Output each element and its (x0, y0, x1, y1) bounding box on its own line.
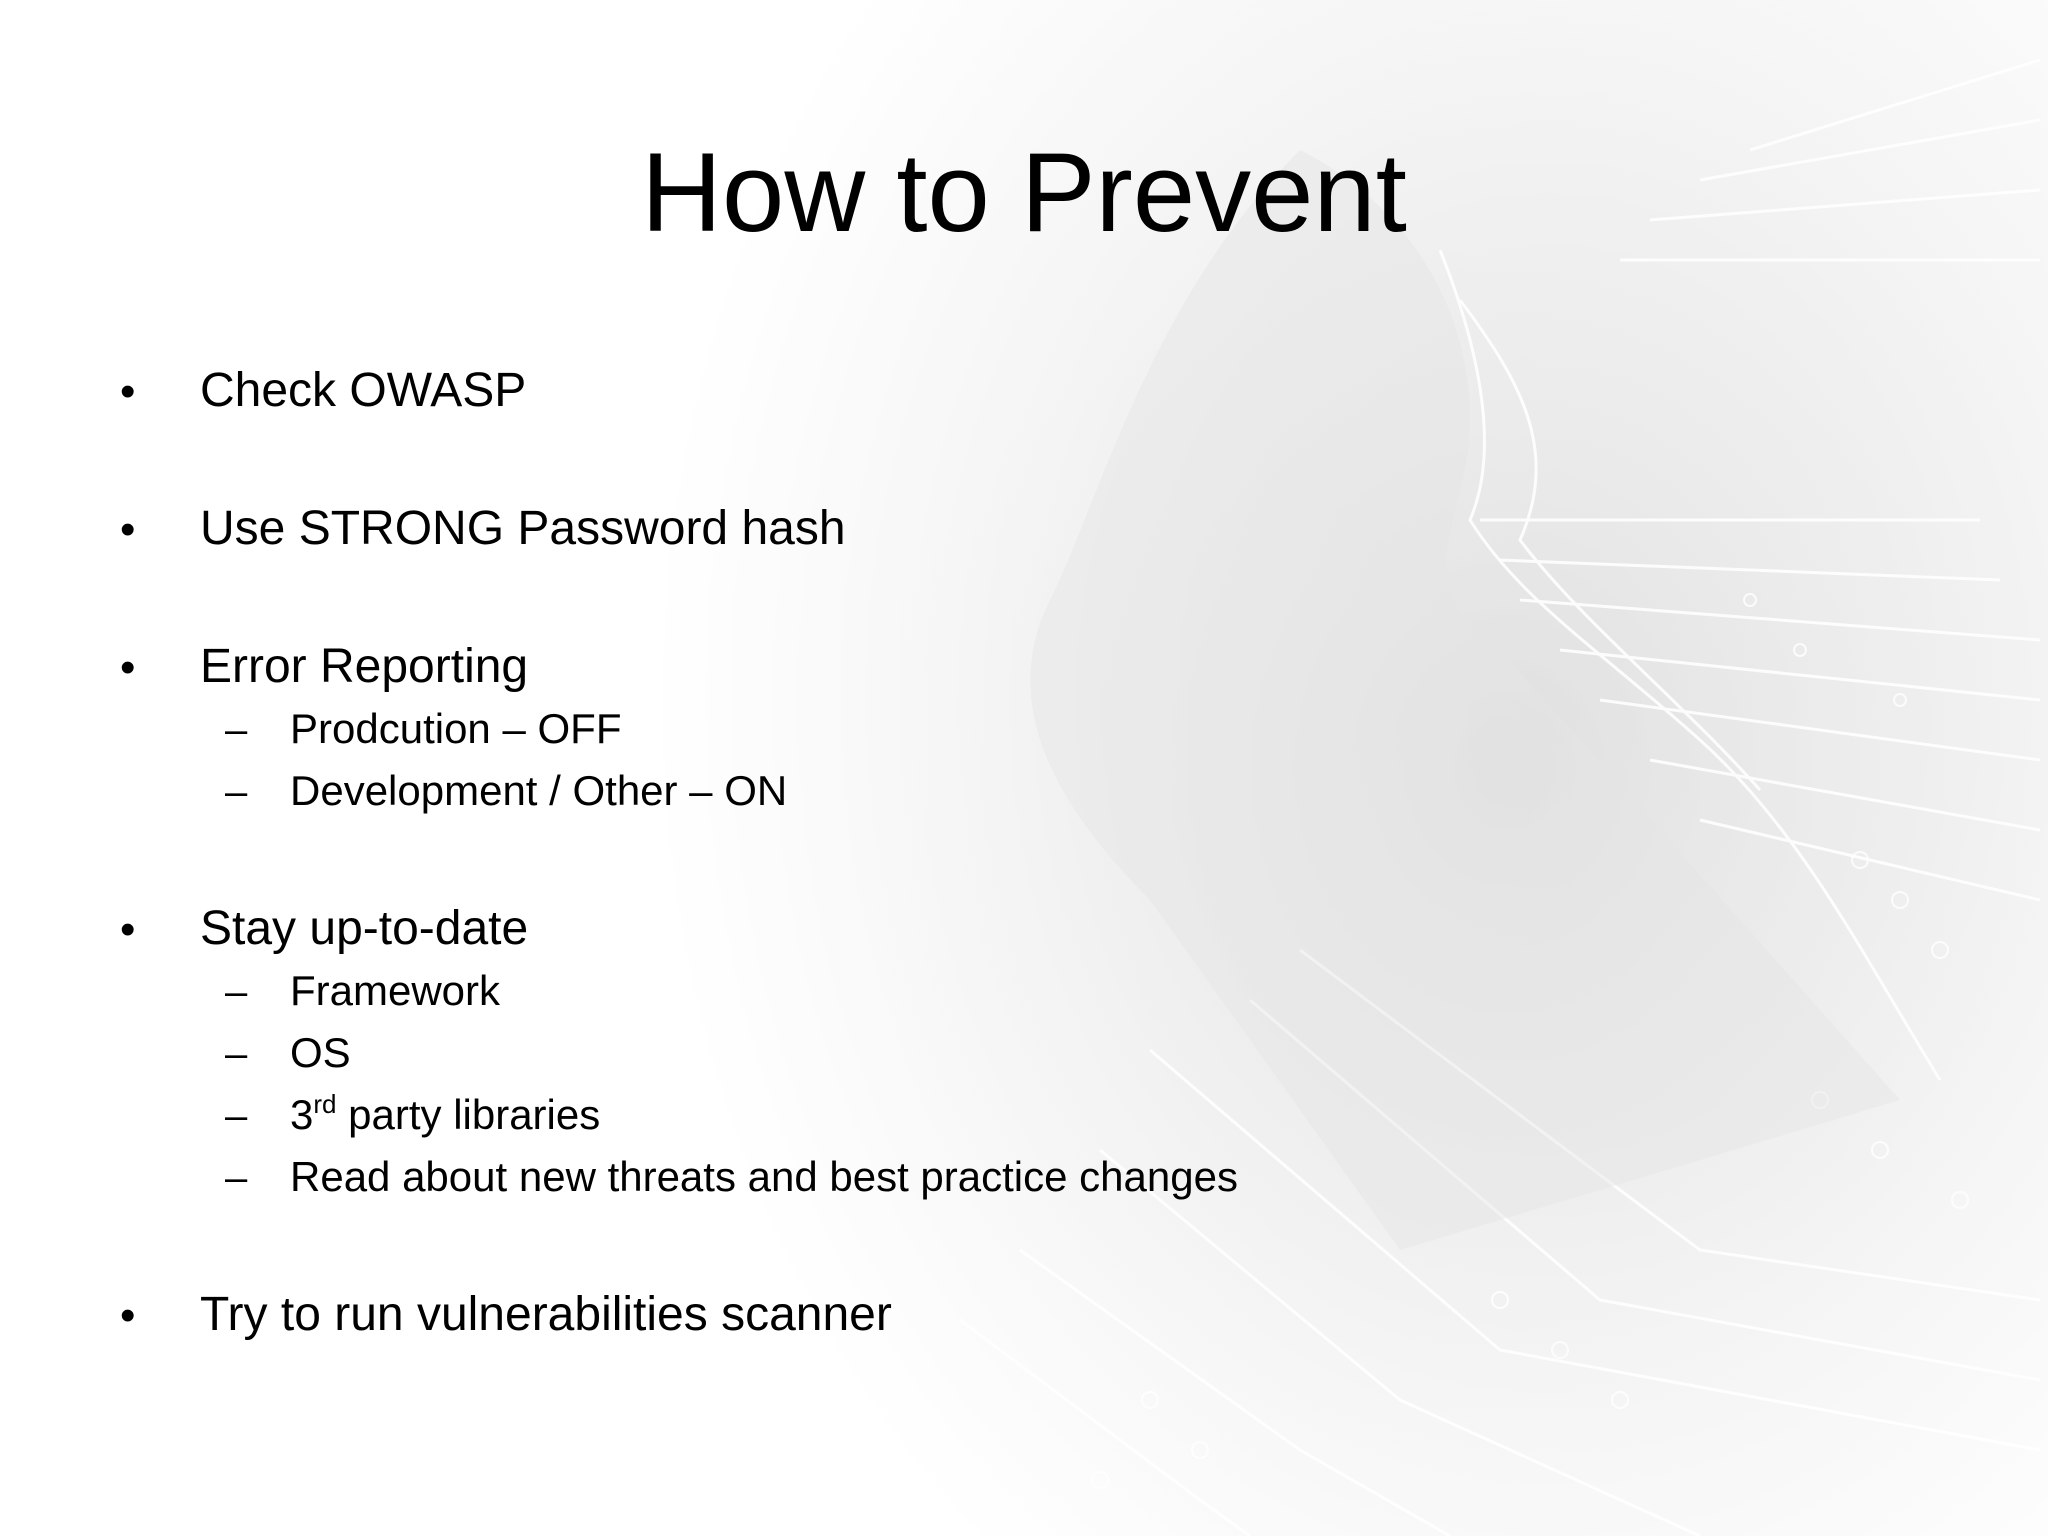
sub-bullet-text: OS (290, 1029, 351, 1076)
sub-bullet-list (120, 960, 1620, 1208)
sub-bullet-item (225, 698, 1620, 760)
bullet-item (120, 498, 1620, 560)
sub-bullet-item (225, 960, 1620, 1022)
sub-bullet-item (225, 1022, 1620, 1084)
third-party-number: 3 (290, 1091, 314, 1138)
sub-bullet-item (225, 760, 1620, 822)
sub-bullet-text: Framework (290, 967, 501, 1014)
bullet-item (120, 636, 1620, 822)
bullet-icon: • (120, 367, 136, 416)
bullet-icon: • (120, 505, 136, 554)
sub-bullet-text: Prodcution – OFF (290, 705, 622, 752)
sub-bullet-list (120, 698, 1620, 822)
bullet-text: Use STRONG Password hash (200, 502, 846, 555)
dash-icon: – (225, 970, 248, 1014)
third-party-rest: party libraries (336, 1091, 601, 1138)
bullet-text: Error Reporting (200, 640, 529, 693)
sub-bullet-item (225, 1146, 1620, 1208)
bullet-item (120, 1284, 1620, 1346)
bullet-text: Try to run vulnerabilities scanner (200, 1288, 892, 1341)
dash-icon: – (225, 708, 248, 752)
dash-icon: – (225, 1094, 248, 1138)
dash-icon: – (225, 1156, 248, 1200)
dash-icon: – (225, 1032, 248, 1076)
dash-icon: – (225, 770, 248, 814)
bullet-icon: • (120, 1291, 136, 1340)
bullet-list (120, 360, 1620, 1422)
sub-bullet-text: Read about new threats and best practice changes (290, 1153, 1238, 1200)
bullet-item (120, 360, 1620, 422)
slide-title: How to Prevent (641, 130, 1407, 255)
bullet-item (120, 898, 1620, 1208)
third-party-suffix: rd (313, 1089, 337, 1119)
bullet-text: Check OWASP (200, 364, 527, 417)
bullet-icon: • (120, 905, 136, 954)
sub-bullet-item (225, 1084, 1620, 1146)
bullet-text: Stay up-to-date (200, 902, 529, 955)
bullet-icon: • (120, 643, 136, 692)
sub-bullet-text: Development / Other – ON (290, 767, 788, 814)
sub-bullet-text-third-party (290, 1084, 600, 1146)
